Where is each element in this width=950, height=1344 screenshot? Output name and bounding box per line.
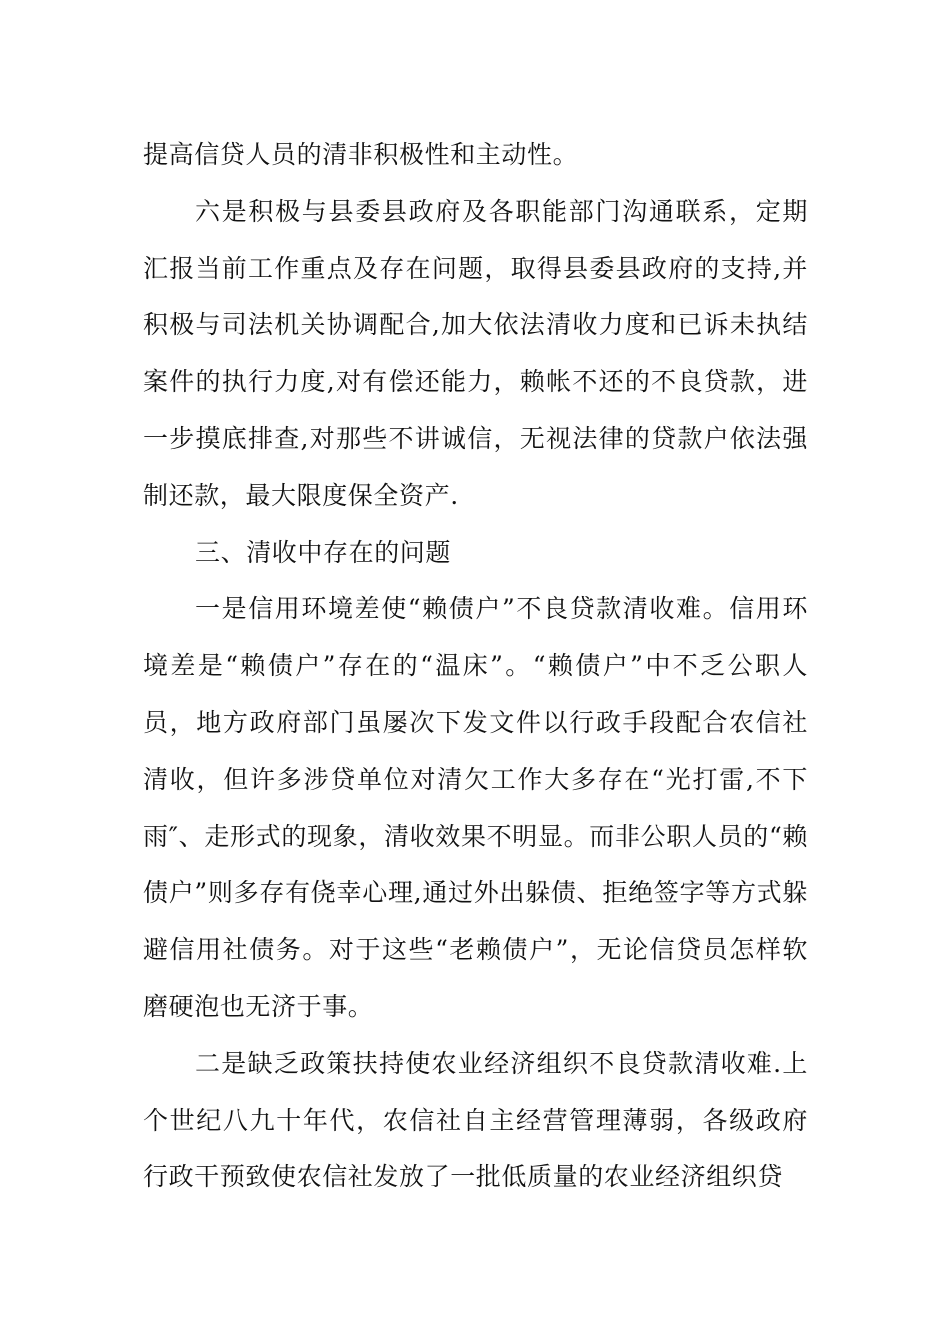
paragraph-six: 六是积极与县委县政府及各职能部门沟通联系，定期汇报当前工作重点及存在问题，取得县委县政府的支持,并积极与司法机关协调配合,加大依法清收力度和已诉未执结案件的执行力度,对有偿还能力，赖帐不还的不良贷款，进一步摸底排查,对那些不讲诚信，无视法律的贷款户依法强制还款，最大限度保全资产. [143,196,808,510]
paragraph-one: 一是信用环境差使“赖债户”不良贷款清收难。信用环境差是“赖债户”存在的“温床”。“赖债户”中不乏公职人员，地方政府部门虽屡次下发文件以行政手段配合农信社清收，但许多涉贷单位对清欠工作大多存在“光打雷,不下雨″、走形式的现象，清收效果不明显。而非公职人员的“赖债户”则多存有侥幸心理,通过外出躲债、拒绝签字等方式躲避信用社债务。对于这些“老赖债户”，无论信贷员怎样软磨硬泡也无济于事。 [143,594,808,1021]
paragraph-two: 二是缺乏政策扶持使农业经济组织不良贷款清收难.上个世纪八九十年代，农信社自主经营管理薄弱，各级政府行政干预致使农信社发放了一批低质量的农业经济组织贷 [143,1048,808,1192]
paragraph-continuation: 提高信贷人员的清非积极性和主动性。 [143,140,579,169]
document-body [143,127,808,1206]
section-heading-three: 三、清收中存在的问题 [195,537,452,567]
